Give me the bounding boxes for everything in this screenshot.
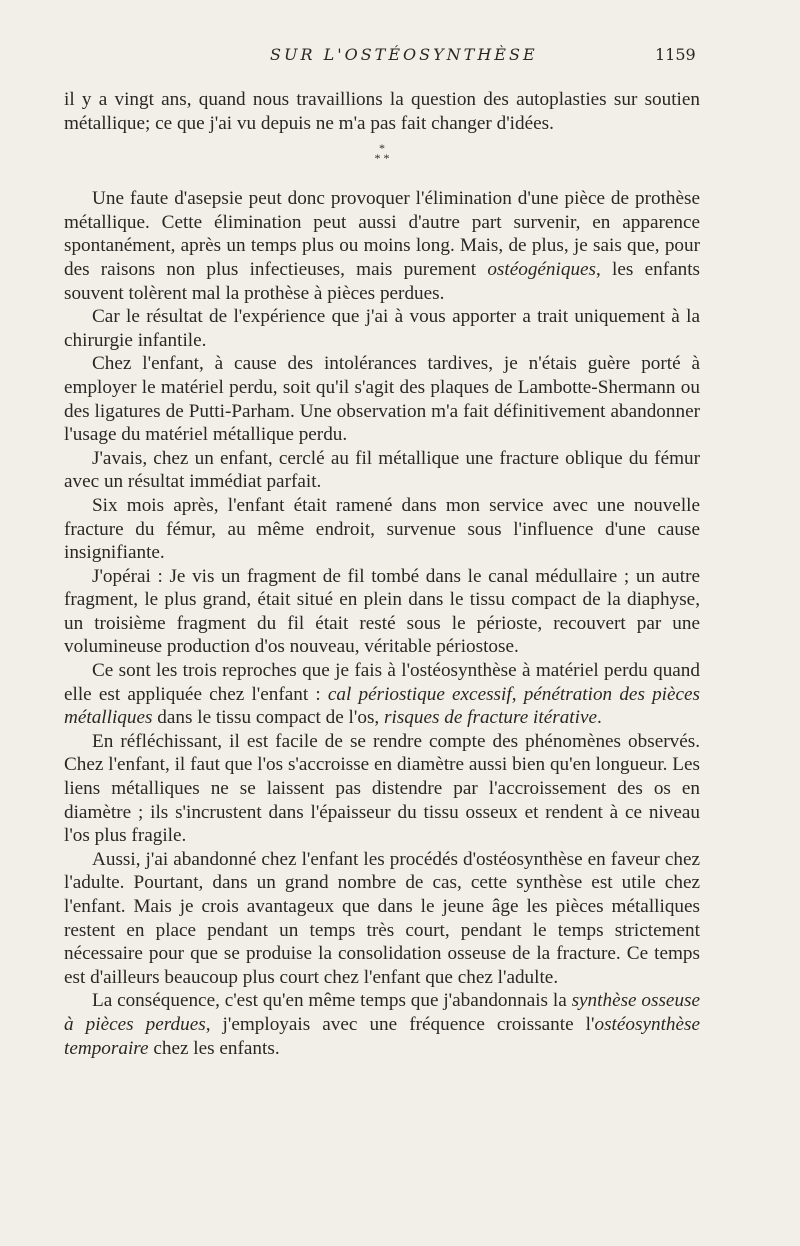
italic-term: ostéosynthèse temporaire bbox=[64, 1013, 700, 1059]
paragraph: Six mois après, l'enfant était ramené dans mon service avec une nouvelle fracture du fémur, au même endroit, survenue sous l'influence d'une cause insignifiante. bbox=[64, 494, 700, 564]
paragraph: En réfléchissant, il est facile de se rendre compte des phénomènes observés. Chez l'enfant, il faut que l'os s'accroisse en diamètre aussi bien qu'en longueur. Les liens métalliques ne se laissent pas distendre par l'accroissement des os en diamètre ; ils s'incrustent dans l'épaisseur du tissu osseux et rendent à ce niveau l'os plus fragile. bbox=[64, 730, 700, 847]
paragraph: Chez l'enfant, à cause des intolérances tardives, je n'étais guère porté à employer le matériel perdu, soit qu'il s'agit des plaques de Lambotte-Shermann ou des ligatures de Putti-Parham. Une observation m'a fait définitivement abandonner l'usage du matériel métallique perdu. bbox=[64, 353, 700, 446]
italic-term: ostéogéniques bbox=[487, 258, 597, 280]
italic-term: risques de fracture itérative bbox=[384, 707, 597, 729]
italic-term: cal périostique excessif bbox=[327, 683, 512, 705]
running-title: SUR L'OSTÉOSYNTHÈSE bbox=[270, 45, 538, 64]
page-number: 1159 bbox=[655, 45, 696, 64]
separator-asterisks-bottom: * * bbox=[374, 151, 390, 166]
paragraph: J'opérai : Je vis un fragment de fil tombé dans le canal médullaire ; un autre fragment, le plus grand, était situé en plein dans le tissu compact de la diaphyse, un troisième fragment du fil était resté sous le périoste, recouvert par une volumineuse production d'os nouveau, véritable périostose. bbox=[64, 565, 700, 658]
separator-asterisk-top: * bbox=[379, 141, 385, 156]
paragraph: Ce sont les trois reproches que je fais à l'ostéosynthèse à matériel perdu quand elle est appliquée chez l'enfant : cal périostique excessif, pénétration des pièces métalliques dans le tissu compact de l'os, risques de fracture itérative. bbox=[64, 660, 701, 729]
paragraph: Une faute d'asepsie peut donc provoquer l'élimination d'une pièce de prothèse métallique. Cette élimination peut aussi d'autre part survenir, en apparence spontanément, après un temps plus ou moins long. Mais, de plus, je sais que, pour des raisons non plus infectieuses, mais purement ostéogéniques, les enfants souvent tolèrent mal la prothèse à pièces perdues. bbox=[64, 188, 700, 304]
section-separator bbox=[64, 141, 700, 166]
paragraph: La conséquence, c'est qu'en même temps que j'abandonnais la synthèse osseuse à pièces perdues, j'employais avec une fréquence croissante l'ostéosynthèse temporaire chez les enfants. bbox=[64, 990, 701, 1059]
body-text bbox=[64, 88, 700, 1060]
paragraph: Aussi, j'ai abandonné chez l'enfant les procédés d'ostéosynthèse en faveur chez l'adulte. Pourtant, dans un grand nombre de cas, cette synthèse est utile chez l'enfant. Mais je crois avantageux que dans le jeune âge les pièces métalliques restent en place pendant un temps très court, pendant le temps strictement nécessaire pour que se produise la consolidation osseuse de la fracture. Ce temps est d'ailleurs beaucoup plus court chez l'enfant que chez l'adulte. bbox=[64, 848, 700, 988]
page-header bbox=[0, 45, 800, 69]
paragraph: Car le résultat de l'expérience que j'ai à vous apporter a trait uniquement à la chirurgie infantile. bbox=[64, 306, 700, 351]
paragraph: J'avais, chez un enfant, cerclé au fil métallique une fracture oblique du fémur avec un résultat immédiat parfait. bbox=[64, 447, 700, 493]
paragraph-continuation: il y a vingt ans, quand nous travaillions la question des autoplasties sur soutien métallique; ce que j'ai vu depuis ne m'a pas fait changer d'idées. bbox=[64, 89, 700, 134]
italic-term: pénétration des pièces métalliques bbox=[64, 683, 701, 729]
italic-term: synthèse osseuse à pièces perdues bbox=[64, 990, 701, 1035]
